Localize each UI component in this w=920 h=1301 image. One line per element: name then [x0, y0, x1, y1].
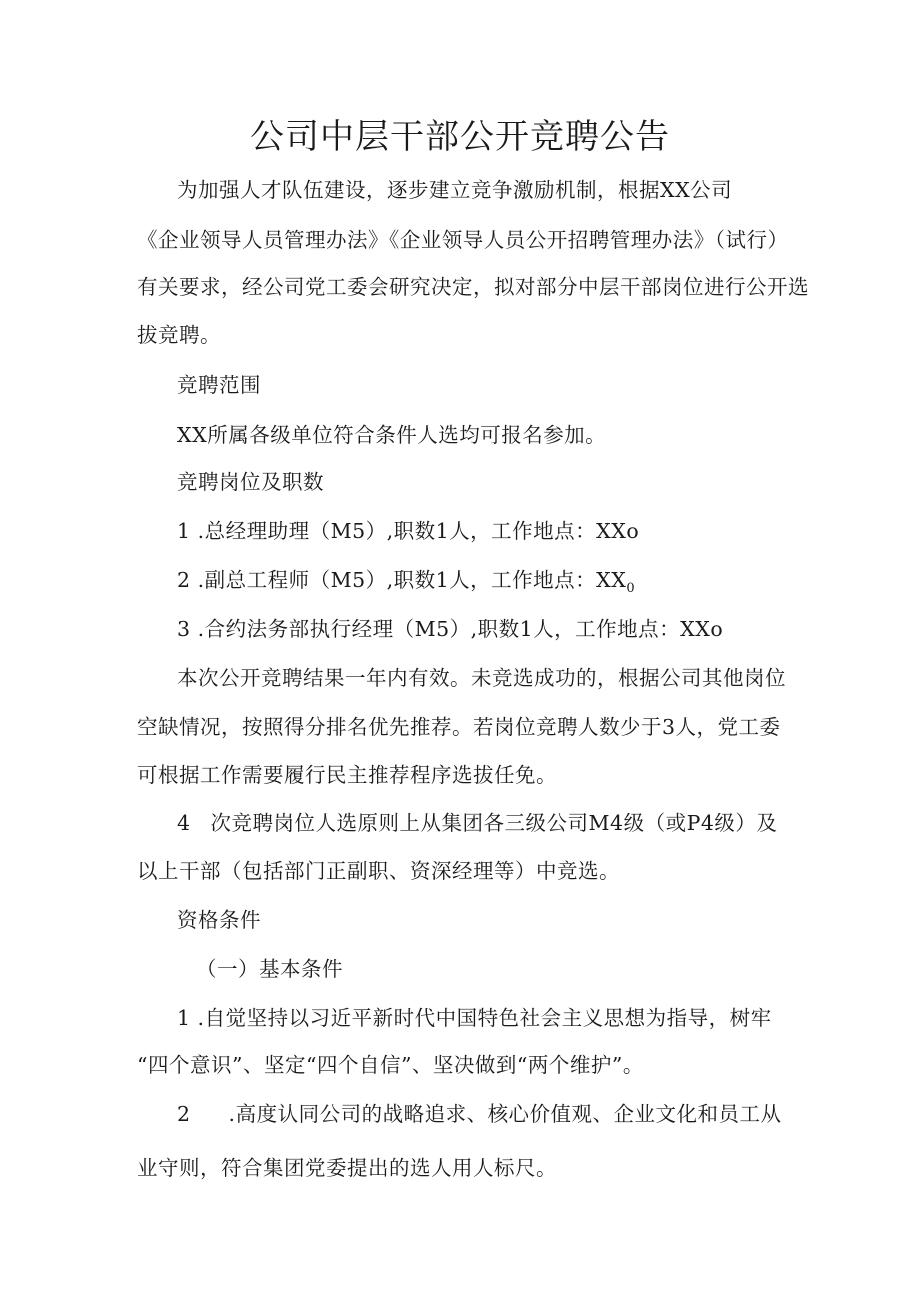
position-item [177, 614, 723, 644]
position-item [177, 565, 635, 604]
scope-text: XX所属各级单位符合条件人选均可报名参加。 [177, 423, 607, 447]
item4-line-2: 以上干部（包括部门正副职、资深经理等）中竞选。 [137, 859, 620, 883]
validity-line-1: 本次公开竞聘结果一年内有效。未竞选成功的，根据公司其他岗位 [177, 666, 786, 690]
position-text: .副总工程师（M5）,职数1人，工作地点：XX [197, 568, 627, 592]
condition-2-text: .高度认同公司的战略追求、核心价值观、企业文化和员工从 [228, 1102, 782, 1126]
position-number: 2 [177, 568, 191, 592]
position-number: 3 [177, 617, 191, 641]
intro-line-2: 《企业领导人员管理办法》《企业领导人员公开招聘管理办法》（试行） [137, 228, 789, 252]
item4-number: 4 [177, 811, 191, 835]
validity-line-2: 空缺情况，按照得分排名优先推荐。若岗位竞聘人数少于3人，党工委 [137, 715, 781, 739]
position-subscript: 0 [626, 581, 636, 597]
condition-2-line-1 [177, 1099, 782, 1129]
intro-line-3: 有关要求，经公司党工委会研究决定，拟对部分中层干部岗位进行公开选 [137, 275, 809, 299]
document-title: 公司中层干部公开竞聘公告 [250, 117, 670, 157]
intro-line-4: 拔竞聘。 [137, 323, 221, 347]
item4-line-1 [177, 808, 777, 838]
position-text: .合约法务部执行经理（M5）,职数1人，工作地点：XXo [197, 617, 724, 641]
basic-conditions-heading: （一）基本条件 [196, 957, 343, 981]
validity-line-3: 可根据工作需要履行民主推荐程序选拔任免。 [137, 763, 557, 787]
position-item [177, 516, 639, 546]
condition-1-line-2: “四个意识”、坚定“四个自信”、坚决做到“两个维护”。 [137, 1053, 644, 1077]
condition-2-line-2: 业守则，符合集团党委提出的选人用人标尺。 [137, 1156, 557, 1180]
qualification-heading: 资格条件 [177, 908, 261, 932]
positions-heading: 竞聘岗位及职数 [177, 470, 324, 494]
intro-line-1: 为加强人才队伍建设，逐步建立竞争激励机制，根据XX公司 [177, 178, 733, 202]
position-number: 1 [177, 519, 191, 543]
scope-heading: 竞聘范围 [177, 373, 261, 397]
position-text: .总经理助理（M5）,职数1人，工作地点：XXo [197, 519, 640, 543]
condition-1-line-1: 1 .自觉坚持以习近平新时代中国特色社会主义思想为指导，树牢 [177, 1006, 772, 1030]
condition-2-number: 2 [177, 1102, 191, 1126]
item4-text: 次竞聘岗位人选原则上从集团各三级公司M4级（或P4级）及 [210, 811, 778, 835]
